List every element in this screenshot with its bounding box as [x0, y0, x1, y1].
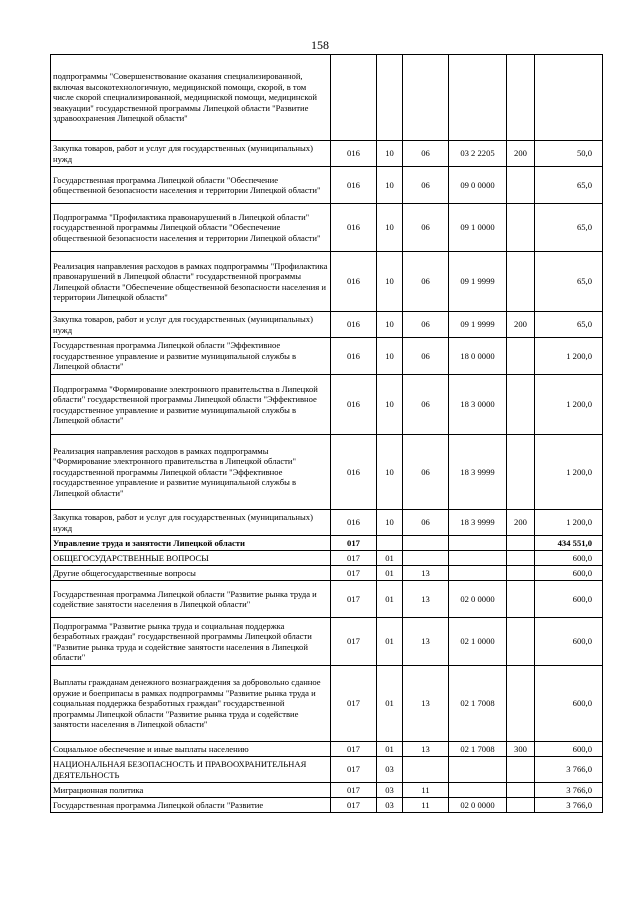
target-article-cell	[449, 551, 507, 566]
table-row	[51, 666, 603, 742]
target-article-cell: 09 0 0000	[449, 167, 507, 204]
amount-cell: 65,0	[535, 204, 603, 252]
amount-cell: 600,0	[535, 618, 603, 666]
expense-type-cell	[507, 581, 535, 618]
expense-type-cell	[507, 204, 535, 252]
subsection-code-cell	[403, 536, 449, 551]
subsection-code-cell	[403, 551, 449, 566]
page-number: 158	[311, 38, 329, 52]
row-name-cell: Реализация направления расходов в рамках подпрограммы "Профилактика правонарушений в Липецкой области" государственной программы Липецкой области "Обеспечение общественной безопасности населения и территории Липецкой области"	[51, 252, 331, 312]
amount-cell: 434 551,0	[535, 536, 603, 551]
ved-code-cell: 017	[331, 581, 377, 618]
expense-type-cell	[507, 252, 535, 312]
ved-code-cell: 017	[331, 551, 377, 566]
expense-type-cell: 300	[507, 742, 535, 757]
expense-type-cell	[507, 783, 535, 798]
row-name-cell: Выплаты гражданам денежного вознаграждения за добровольно сданное оружие и боеприпасы в рамках подпрограммы "Развитие рынка труда и социальная поддержка безработных граждан" государственной программы Липецкой области "Развитие рынка труда и содействие занятости населения в Липецкой области"	[51, 666, 331, 742]
target-article-cell: 09 1 9999	[449, 252, 507, 312]
ved-code-cell: 016	[331, 252, 377, 312]
amount-cell: 65,0	[535, 252, 603, 312]
amount-cell: 1 200,0	[535, 375, 603, 435]
section-code-cell	[377, 536, 403, 551]
row-name-cell: Подпрограмма "Развитие рынка труда и социальная поддержка безработных граждан" государственной программы Липецкой области "Развитие рынка труда и содействие занятости населения в Липецкой области"	[51, 618, 331, 666]
table-row	[51, 742, 603, 757]
table-row	[51, 510, 603, 536]
target-article-cell: 18 3 9999	[449, 510, 507, 536]
ved-code-cell	[331, 55, 377, 141]
amount-cell: 600,0	[535, 581, 603, 618]
table-row	[51, 55, 603, 141]
expense-type-cell	[507, 666, 535, 742]
amount-cell: 600,0	[535, 566, 603, 581]
section-code-cell: 10	[377, 435, 403, 510]
table-row	[51, 757, 603, 783]
target-article-cell: 02 0 0000	[449, 581, 507, 618]
expense-type-cell	[507, 55, 535, 141]
amount-cell: 1 200,0	[535, 510, 603, 536]
section-code-cell: 01	[377, 551, 403, 566]
target-article-cell: 09 1 9999	[449, 312, 507, 338]
table-row	[51, 783, 603, 798]
table-row	[51, 566, 603, 581]
subsection-code-cell: 13	[403, 566, 449, 581]
subsection-code-cell: 06	[403, 510, 449, 536]
target-article-cell: 18 0 0000	[449, 338, 507, 375]
target-article-cell: 02 1 7008	[449, 666, 507, 742]
subsection-code-cell: 06	[403, 338, 449, 375]
section-code-cell: 03	[377, 783, 403, 798]
row-name-cell: подпрограммы "Совершенствование оказания специализированной, включая высокотехнологичную, медицинской помощи, скорой, в том числе скорой специализированной, медицинской помощи, медицинской эвакуации" государственной программы Липецкой области "Развитие здравоохранения Липецкой области"	[51, 55, 331, 141]
expense-type-cell	[507, 618, 535, 666]
amount-cell: 600,0	[535, 742, 603, 757]
table-row	[51, 536, 603, 551]
row-name-cell: Закупка товаров, работ и услуг для государственных (муниципальных) нужд	[51, 312, 331, 338]
table-row	[51, 798, 603, 813]
table-row	[51, 204, 603, 252]
target-article-cell: 02 1 7008	[449, 742, 507, 757]
section-code-cell: 10	[377, 510, 403, 536]
row-name-cell: Управление труда и занятости Липецкой области	[51, 536, 331, 551]
subsection-code-cell: 11	[403, 783, 449, 798]
section-code-cell: 01	[377, 566, 403, 581]
expense-type-cell: 200	[507, 510, 535, 536]
ved-code-cell: 017	[331, 536, 377, 551]
row-name-cell: Государственная программа Липецкой области "Развитие	[51, 798, 331, 813]
section-code-cell: 03	[377, 798, 403, 813]
section-code-cell: 03	[377, 757, 403, 783]
subsection-code-cell: 13	[403, 666, 449, 742]
row-name-cell: Другие общегосударственные вопросы	[51, 566, 331, 581]
expense-type-cell	[507, 566, 535, 581]
amount-cell: 3 766,0	[535, 757, 603, 783]
target-article-cell	[449, 757, 507, 783]
row-name-cell: Закупка товаров, работ и услуг для государственных (муниципальных) нужд	[51, 510, 331, 536]
target-article-cell: 18 3 9999	[449, 435, 507, 510]
amount-cell	[535, 55, 603, 141]
amount-cell: 1 200,0	[535, 435, 603, 510]
target-article-cell: 02 0 0000	[449, 798, 507, 813]
expense-type-cell	[507, 536, 535, 551]
subsection-code-cell	[403, 757, 449, 783]
subsection-code-cell: 06	[403, 252, 449, 312]
amount-cell: 1 200,0	[535, 338, 603, 375]
subsection-code-cell: 06	[403, 375, 449, 435]
target-article-cell: 02 1 0000	[449, 618, 507, 666]
row-name-cell: Государственная программа Липецкой области "Эффективное государственное управление и развитие муниципальной службы в Липецкой области"	[51, 338, 331, 375]
row-name-cell: Социальное обеспечение и иные выплаты населению	[51, 742, 331, 757]
ved-code-cell: 016	[331, 204, 377, 252]
expense-type-cell	[507, 375, 535, 435]
table-row	[51, 581, 603, 618]
expense-type-cell: 200	[507, 141, 535, 167]
table-row	[51, 618, 603, 666]
ved-code-cell: 017	[331, 757, 377, 783]
expense-type-cell	[507, 757, 535, 783]
table-row	[51, 312, 603, 338]
section-code-cell: 01	[377, 618, 403, 666]
amount-cell: 3 766,0	[535, 798, 603, 813]
row-name-cell: Подпрограмма "Формирование электронного правительства в Липецкой области" государственной программы Липецкой области "Эффективное государственное управление и развитие муниципальной службы в Липецкой области"	[51, 375, 331, 435]
amount-cell: 65,0	[535, 167, 603, 204]
ved-code-cell: 017	[331, 666, 377, 742]
ved-code-cell: 017	[331, 566, 377, 581]
row-name-cell: Государственная программа Липецкой области "Развитие рынка труда и содействие занятости населения в Липецкой области"	[51, 581, 331, 618]
subsection-code-cell: 13	[403, 742, 449, 757]
expense-type-cell	[507, 551, 535, 566]
ved-code-cell: 017	[331, 783, 377, 798]
ved-code-cell: 016	[331, 435, 377, 510]
row-name-cell: Государственная программа Липецкой области "Обеспечение общественной безопасности населения и территории Липецкой области"	[51, 167, 331, 204]
amount-cell: 600,0	[535, 666, 603, 742]
section-code-cell: 10	[377, 252, 403, 312]
table-row	[51, 375, 603, 435]
target-article-cell	[449, 783, 507, 798]
section-code-cell: 10	[377, 375, 403, 435]
subsection-code-cell: 06	[403, 167, 449, 204]
table-row	[51, 141, 603, 167]
section-code-cell: 10	[377, 141, 403, 167]
ved-code-cell: 016	[331, 375, 377, 435]
ved-code-cell: 016	[331, 338, 377, 375]
section-code-cell: 10	[377, 338, 403, 375]
section-code-cell: 10	[377, 167, 403, 204]
target-article-cell	[449, 55, 507, 141]
row-name-cell: ОБЩЕГОСУДАРСТВЕННЫЕ ВОПРОСЫ	[51, 551, 331, 566]
table-row	[51, 167, 603, 204]
row-name-cell: Реализация направления расходов в рамках подпрограммы "Формирование электронного правительства в Липецкой области" государственной программы Липецкой области "Эффективное государственное управление и развитие муниципальной службы в Липецкой области"	[51, 435, 331, 510]
section-code-cell	[377, 55, 403, 141]
subsection-code-cell: 13	[403, 618, 449, 666]
row-name-cell: НАЦИОНАЛЬНАЯ БЕЗОПАСНОСТЬ И ПРАВООХРАНИТЕЛЬНАЯ ДЕЯТЕЛЬНОСТЬ	[51, 757, 331, 783]
row-name-cell: Миграционная политика	[51, 783, 331, 798]
target-article-cell: 03 2 2205	[449, 141, 507, 167]
ved-code-cell: 017	[331, 618, 377, 666]
table-row	[51, 252, 603, 312]
subsection-code-cell: 06	[403, 312, 449, 338]
ved-code-cell: 017	[331, 798, 377, 813]
budget-table	[50, 54, 603, 813]
ved-code-cell: 016	[331, 510, 377, 536]
amount-cell: 65,0	[535, 312, 603, 338]
amount-cell: 600,0	[535, 551, 603, 566]
subsection-code-cell: 11	[403, 798, 449, 813]
section-code-cell: 10	[377, 204, 403, 252]
target-article-cell	[449, 566, 507, 581]
subsection-code-cell: 06	[403, 435, 449, 510]
subsection-code-cell	[403, 55, 449, 141]
section-code-cell: 01	[377, 742, 403, 757]
amount-cell: 50,0	[535, 141, 603, 167]
expense-type-cell	[507, 435, 535, 510]
expense-type-cell	[507, 798, 535, 813]
amount-cell: 3 766,0	[535, 783, 603, 798]
expense-type-cell	[507, 167, 535, 204]
target-article-cell: 18 3 0000	[449, 375, 507, 435]
budget-table-body	[51, 55, 603, 813]
subsection-code-cell: 06	[403, 141, 449, 167]
subsection-code-cell: 13	[403, 581, 449, 618]
expense-type-cell: 200	[507, 312, 535, 338]
subsection-code-cell: 06	[403, 204, 449, 252]
ved-code-cell: 017	[331, 742, 377, 757]
ved-code-cell: 016	[331, 312, 377, 338]
table-row	[51, 435, 603, 510]
ved-code-cell: 016	[331, 167, 377, 204]
row-name-cell: Подпрограмма "Профилактика правонарушений в Липецкой области" государственной программы Липецкой области "Обеспечение общественной безопасности населения и территории Липецкой области"	[51, 204, 331, 252]
table-row	[51, 338, 603, 375]
section-code-cell: 01	[377, 666, 403, 742]
section-code-cell: 01	[377, 581, 403, 618]
target-article-cell: 09 1 0000	[449, 204, 507, 252]
target-article-cell	[449, 536, 507, 551]
ved-code-cell: 016	[331, 141, 377, 167]
section-code-cell: 10	[377, 312, 403, 338]
row-name-cell: Закупка товаров, работ и услуг для государственных (муниципальных) нужд	[51, 141, 331, 167]
table-row	[51, 551, 603, 566]
expense-type-cell	[507, 338, 535, 375]
